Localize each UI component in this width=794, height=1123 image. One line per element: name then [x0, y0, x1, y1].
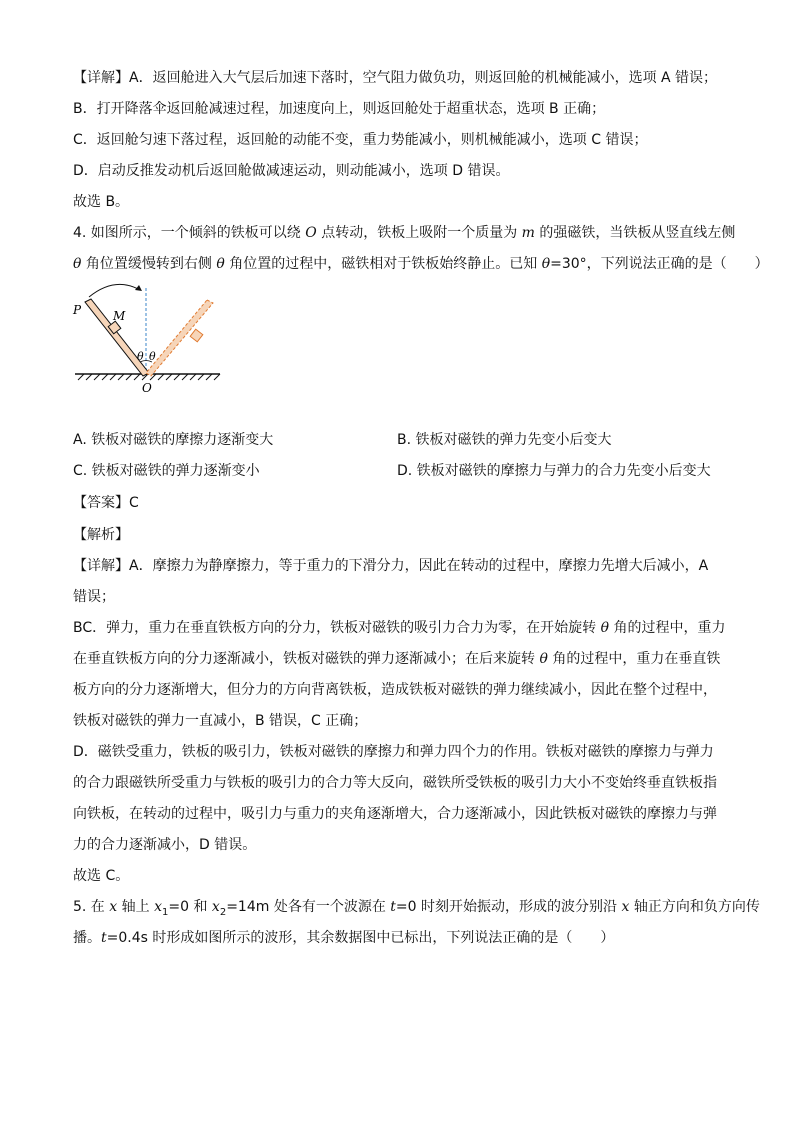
q3-detail-c: C．返回舱匀速下落过程，返回舱的动能不变，重力势能减小，则机械能减小，选项 C 错误； — [73, 132, 648, 148]
q4-choice: 故选 C。 — [73, 868, 130, 884]
q4-detail-bc-line-2: 在垂直铁板方向的分力逐渐减小，铁板对磁铁的弹力逐渐减小；在后来旋转 θ 角的过程中，重力在垂直铁 — [73, 651, 721, 667]
label-m: M — [113, 309, 126, 323]
option-b: B. 铁板对磁铁的弹力先变小后变大 — [397, 432, 612, 448]
q4-figure — [70, 280, 230, 425]
ground-hatching — [78, 374, 220, 380]
q4-stem-line-1: 4. 如图所示，一个倾斜的铁板可以绕 O 点转动，铁板上吸附一个质量为 m 的强磁铁，当铁板从竖直线左侧 — [73, 225, 736, 241]
label-theta-left: θ — [137, 350, 144, 363]
q4-detail-d-line-3: 向铁板，在转动的过程中，吸引力与重力的夹角逐渐增大，合力逐渐减小，因此铁板对磁铁的摩擦力与弹 — [73, 806, 717, 822]
q4-detail-bc-line-3: 板方向的分力逐渐增大，但分力的方向背离铁板，造成铁板对磁铁的弹力继续减小，因此在整个过程中， — [73, 682, 717, 698]
q4-detail-a-line-1: 【详解】A．摩擦力为静摩擦力，等于重力的下滑分力，因此在转动的过程中，摩擦力先增大后减小，A — [73, 558, 709, 574]
label-theta-right: θ — [149, 350, 156, 363]
option-a: A. 铁板对磁铁的摩擦力逐渐变大 — [73, 432, 274, 448]
q3-detail-b: B．打开降落伞返回舱减速过程，加速度向上，则返回舱处于超重状态，选项 B 正确； — [73, 101, 606, 117]
q4-detail-d-line-4: 力的合力逐渐减小，D 错误。 — [73, 837, 257, 853]
magnet-right — [190, 329, 203, 342]
q5-stem-line-1: 5. 在 x 轴上 $x_1=0$ 和 $x_2=14m$ 处各有一个波源在 t=0 时刻开始振动，形成的波分别沿 x 轴正方向和负方向传 — [73, 899, 760, 918]
q4-detail-a-line-2: 错误； — [73, 589, 115, 605]
label-o: O — [142, 381, 152, 395]
q4-stem-line-2: θ 角位置缓慢转到右侧 θ 角位置的过程中，磁铁相对于铁板始终静止。已知 θ=30°，下列说法正确的是（ ） — [73, 256, 769, 272]
label-p: P — [73, 303, 82, 317]
q4-detail-bc-line-1: BC．弹力，重力在垂直铁板方向的分力，铁板对磁铁的吸引力合力为零，在开始旋转 θ 角的过程中，重力 — [73, 620, 726, 636]
q4-detail-d-line-1: D．磁铁受重力，铁板的吸引力，铁板对磁铁的摩擦力和弹力四个力的作用。铁板对磁铁的摩擦力与弹力 — [73, 744, 714, 760]
q5-stem-line-2: 播。t=0.4s 时形成如图所示的波形，其余数据图中已标出，下列说法正确的是（ ） — [73, 930, 615, 946]
q3-detail-d: D．启动反推发动机后返回舱做减速运动，则动能减小，选项 D 错误。 — [73, 163, 510, 179]
option-c: C. 铁板对磁铁的弹力逐渐变小 — [73, 463, 260, 479]
option-d: D. 铁板对磁铁的摩擦力与弹力的合力先变小后变大 — [397, 463, 711, 479]
right-iron-plate-dashed — [146, 300, 213, 376]
q3-choice: 故选 B。 — [73, 194, 130, 210]
q4-analysis-heading: 【解析】 — [73, 527, 129, 543]
q4-detail-bc-line-4: 铁板对磁铁的弹力一直减小，B 错误，C 正确； — [73, 713, 368, 729]
q4-answer: 【答案】C — [73, 495, 139, 511]
q4-detail-d-line-2: 的合力跟磁铁所受重力与铁板的吸引力的合力等大反向，磁铁所受铁板的吸引力大小不变始终垂直铁板指 — [73, 775, 717, 791]
rotation-arc — [89, 284, 140, 297]
q3-detail-a: 【详解】A．返回舱进入大气层后加速下落时，空气阻力做负功，则返回舱的机械能减小，选项 A 错误； — [73, 70, 718, 86]
